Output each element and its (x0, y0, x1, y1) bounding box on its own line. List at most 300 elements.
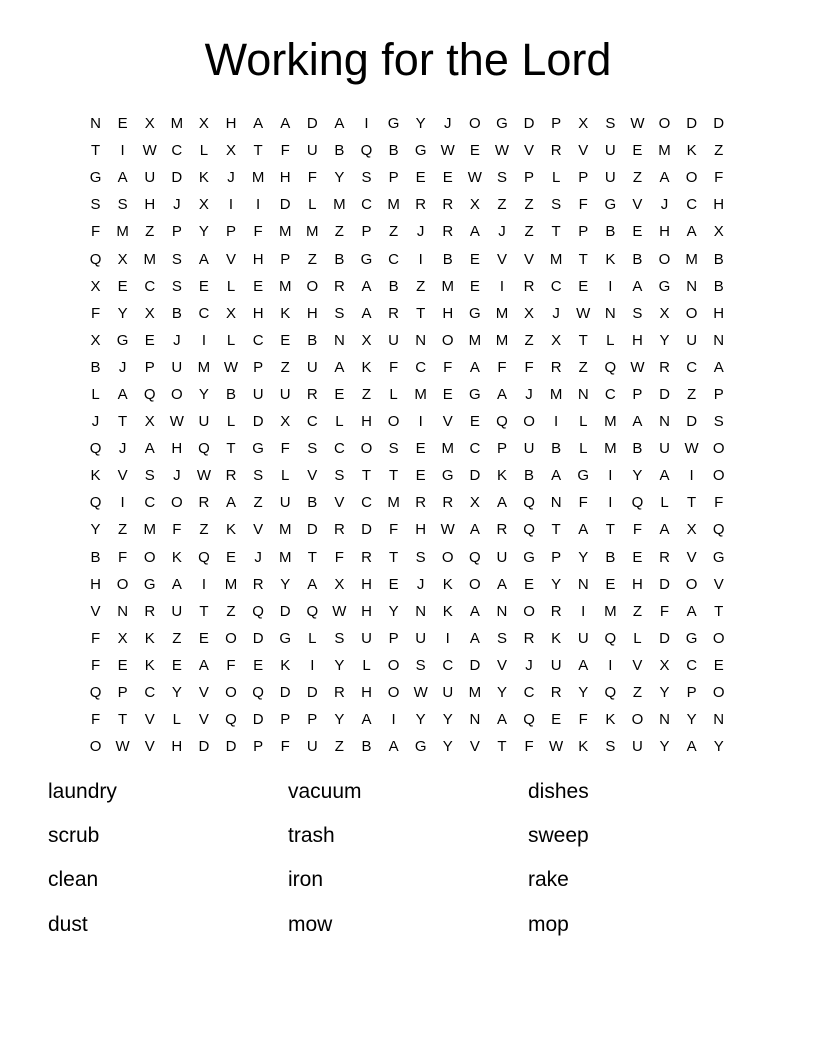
grid-letter: D (252, 629, 264, 647)
grid-letter: A (659, 521, 670, 539)
grid-letter: E (253, 656, 264, 674)
grid-letter: D (252, 711, 264, 729)
grid-letter: F (280, 142, 290, 160)
grid-letter: U (171, 358, 183, 376)
grid-letter: Q (523, 521, 535, 539)
word-list-item: trash (288, 824, 335, 848)
grid-letter: O (523, 413, 535, 431)
grid-letter: P (713, 385, 724, 403)
grid-letter: F (172, 521, 182, 539)
grid-letter: R (659, 548, 670, 566)
grid-letter: G (143, 575, 156, 593)
grid-letter: O (170, 385, 183, 403)
grid-letter: Y (171, 684, 182, 702)
grid-letter: R (144, 602, 156, 620)
grid-letter: I (120, 494, 125, 512)
grid-letter: Z (524, 223, 534, 241)
grid-letter: X (713, 223, 724, 241)
grid-letter: X (144, 115, 155, 133)
grid-letter: S (117, 196, 128, 214)
grid-letter: A (632, 413, 643, 431)
grid-letter: O (712, 629, 725, 647)
grid-letter: A (686, 223, 697, 241)
grid-letter: F (714, 494, 724, 512)
grid-letter: Z (280, 358, 290, 376)
grid-letter: K (144, 656, 155, 674)
grid-letter: S (713, 413, 724, 431)
grid-letter: V (496, 250, 507, 268)
grid-letter: M (549, 250, 563, 268)
grid-letter: J (552, 304, 560, 322)
grid-letter: R (523, 277, 535, 295)
grid-letter: O (441, 331, 454, 349)
grid-letter: B (226, 385, 237, 403)
grid-letter: M (658, 142, 671, 160)
grid-letter: C (686, 358, 698, 376)
grid-letter: F (388, 521, 399, 539)
grid-letter: B (307, 331, 318, 349)
grid-letter: D (252, 413, 264, 431)
grid-letter: J (173, 196, 181, 214)
grid-letter: E (253, 277, 264, 295)
grid-letter: R (198, 494, 210, 512)
grid-letter: A (144, 440, 155, 458)
grid-letter: M (495, 304, 509, 322)
grid-letter: D (279, 602, 291, 620)
grid-letter: Y (659, 684, 670, 702)
grid-letter: F (334, 548, 344, 566)
grid-letter: I (608, 656, 613, 674)
grid-letter: A (117, 385, 128, 403)
grid-letter: E (198, 277, 209, 295)
grid-letter: L (660, 494, 669, 512)
grid-letter: A (307, 575, 318, 593)
grid-letter: R (550, 602, 562, 620)
grid-letter: Z (714, 142, 724, 160)
grid-letter: T (307, 548, 317, 566)
grid-letter: O (712, 440, 725, 458)
grid-letter: X (90, 277, 101, 295)
grid-letter: N (415, 602, 427, 620)
grid-letter: C (361, 494, 372, 512)
grid-letter: J (118, 358, 127, 376)
grid-letter: K (442, 575, 453, 593)
grid-letter: W (576, 304, 591, 322)
grid-letter: I (120, 142, 125, 160)
grid-letter: Q (469, 548, 481, 566)
grid-letter: R (361, 548, 372, 566)
grid-letter: F (90, 711, 101, 729)
grid-letter: L (226, 413, 236, 431)
grid-letter: T (578, 331, 588, 349)
grid-letter: S (551, 196, 562, 214)
grid-letter: I (608, 277, 613, 295)
grid-letter: N (713, 331, 725, 349)
grid-letter: P (226, 223, 237, 241)
grid-letter: B (605, 548, 616, 566)
grid-letter: M (116, 223, 129, 241)
grid-letter: A (361, 304, 372, 322)
grid-letter: G (279, 629, 292, 647)
grid-letter: A (551, 467, 562, 485)
word-list-item: scrub (48, 824, 100, 848)
grid-letter: R (523, 629, 535, 647)
grid-letter: F (280, 738, 290, 756)
grid-letter: V (226, 250, 237, 268)
grid-letter: S (388, 440, 399, 458)
grid-letter: A (361, 711, 372, 729)
grid-letter: H (361, 684, 372, 702)
grid-letter: M (387, 494, 400, 512)
grid-letter: X (659, 304, 670, 322)
grid-letter: Y (713, 738, 724, 756)
grid-letter: Q (198, 440, 210, 458)
grid-letter: D (306, 684, 318, 702)
grid-letter: K (226, 521, 237, 539)
grid-letter: N (496, 602, 508, 620)
grid-letter: E (198, 629, 209, 647)
grid-letter: Q (360, 142, 373, 160)
grid-letter: N (333, 331, 345, 349)
grid-letter: K (144, 629, 155, 647)
grid-letter: W (684, 440, 699, 458)
grid-letter: L (199, 142, 209, 160)
grid-letter: K (90, 467, 101, 485)
grid-letter: F (714, 169, 724, 187)
grid-letter: Y (198, 385, 209, 403)
grid-letter: C (686, 196, 698, 214)
grid-letter: N (469, 711, 481, 729)
grid-letter: J (118, 440, 127, 458)
grid-letter: V (442, 413, 453, 431)
grid-letter: U (306, 358, 318, 376)
grid-letter: O (225, 684, 237, 702)
grid-letter: S (253, 467, 264, 485)
grid-letter: X (469, 196, 480, 214)
grid-letter: Y (415, 115, 426, 133)
grid-letter: T (118, 413, 128, 431)
grid-letter: D (686, 115, 698, 133)
grid-letter: T (551, 521, 561, 539)
grid-letter: E (713, 656, 724, 674)
grid-letter: H (252, 304, 264, 322)
grid-letter: I (581, 602, 586, 620)
grid-letter: Y (388, 602, 399, 620)
grid-letter: A (198, 250, 209, 268)
grid-letter: A (659, 169, 670, 187)
grid-letter: X (334, 575, 345, 593)
grid-letter: R (659, 358, 670, 376)
grid-letter: Z (361, 385, 372, 403)
grid-letter: E (605, 575, 616, 593)
grid-letter: Z (253, 494, 263, 512)
grid-letter: N (90, 115, 101, 133)
grid-letter: K (198, 169, 209, 187)
grid-letter: M (387, 196, 400, 214)
grid-letter: F (388, 358, 399, 376)
grid-letter: E (469, 277, 480, 295)
grid-letter: E (632, 142, 643, 160)
grid-letter: M (604, 440, 617, 458)
grid-letter: H (632, 331, 643, 349)
grid-letter: L (633, 629, 642, 647)
grid-letter: C (252, 331, 264, 349)
grid-letter: T (388, 548, 399, 566)
grid-letter: H (713, 196, 725, 214)
grid-letter: N (659, 413, 670, 431)
grid-letter: C (415, 358, 427, 376)
grid-letter: S (171, 250, 182, 268)
grid-letter: M (224, 575, 238, 593)
grid-letter: X (469, 494, 480, 512)
grid-letter: G (89, 169, 102, 187)
grid-letter: F (443, 358, 453, 376)
word-list-item: dust (48, 912, 88, 936)
grid-letter: E (442, 169, 453, 187)
grid-letter: T (226, 440, 236, 458)
grid-letter: W (440, 521, 455, 539)
grid-letter: B (307, 494, 318, 512)
grid-letter: B (171, 304, 182, 322)
grid-letter: U (415, 629, 427, 647)
grid-letter: B (524, 467, 535, 485)
grid-letter: M (685, 250, 698, 268)
grid-letter: J (416, 223, 425, 241)
grid-letter: E (551, 711, 562, 729)
grid-letter: T (118, 711, 128, 729)
grid-letter: O (631, 711, 644, 729)
grid-letter: O (469, 115, 481, 133)
grid-letter: P (307, 711, 318, 729)
grid-letter: S (605, 115, 616, 133)
grid-letter: J (173, 467, 181, 485)
grid-letter: P (280, 711, 291, 729)
grid-letter: Q (604, 358, 617, 376)
grid-letter: T (551, 223, 561, 241)
grid-letter: Q (89, 440, 102, 458)
grid-letter: H (90, 575, 101, 593)
grid-letter: E (117, 656, 128, 674)
grid-letter: F (118, 548, 128, 566)
grid-letter: S (144, 467, 155, 485)
grid-letter: Q (252, 684, 264, 702)
grid-letter: G (387, 115, 400, 133)
grid-letter: M (468, 331, 482, 349)
grid-letter: Y (117, 304, 128, 322)
grid-letter: D (686, 413, 698, 431)
grid-letter: A (280, 115, 291, 133)
grid-letter: N (550, 494, 562, 512)
grid-letter: D (198, 738, 210, 756)
grid-letter: S (632, 304, 643, 322)
grid-letter: E (117, 277, 128, 295)
grid-letter: Z (145, 223, 155, 241)
grid-letter: Q (89, 250, 102, 268)
grid-letter: A (496, 711, 507, 729)
grid-letter: V (469, 738, 480, 756)
word-list-item: sweep (528, 824, 589, 848)
grid-letter: Y (632, 467, 643, 485)
grid-letter: V (524, 142, 535, 160)
grid-letter: D (659, 629, 670, 647)
grid-letter: P (686, 684, 697, 702)
grid-letter: G (360, 250, 373, 268)
grid-letter: V (496, 656, 507, 674)
grid-letter: Z (199, 521, 209, 539)
grid-letter: D (659, 385, 670, 403)
grid-letter: B (605, 223, 616, 241)
grid-letter: W (142, 142, 157, 160)
grid-letter: W (332, 602, 347, 620)
grid-letter: Y (578, 548, 589, 566)
grid-letter: U (604, 169, 616, 187)
word-list-item: rake (528, 868, 569, 892)
grid-letter: U (252, 385, 264, 403)
grid-letter: M (604, 602, 617, 620)
grid-letter: X (578, 115, 589, 133)
grid-letter: H (632, 575, 643, 593)
grid-letter: D (225, 738, 237, 756)
grid-letter: I (364, 115, 369, 133)
grid-letter: K (361, 358, 372, 376)
grid-letter: Y (578, 684, 589, 702)
grid-letter: Q (306, 602, 319, 620)
grid-letter: R (415, 196, 427, 214)
grid-letter: S (334, 467, 345, 485)
grid-letter: S (496, 169, 507, 187)
grid-letter: E (171, 656, 182, 674)
grid-letter: L (308, 629, 317, 647)
grid-letter: R (496, 521, 508, 539)
grid-letter: Z (632, 684, 642, 702)
grid-letter: T (416, 304, 426, 322)
grid-letter: F (280, 440, 290, 458)
grid-letter: P (117, 684, 128, 702)
grid-letter: G (414, 738, 427, 756)
grid-letter: H (415, 521, 427, 539)
grid-letter: A (117, 169, 128, 187)
grid-letter: H (361, 575, 372, 593)
grid-letter: M (251, 169, 265, 187)
grid-letter: H (442, 304, 454, 322)
grid-letter: N (415, 331, 427, 349)
grid-letter: R (442, 196, 454, 214)
grid-letter: V (334, 494, 345, 512)
grid-letter: P (280, 250, 291, 268)
grid-letter: V (198, 684, 209, 702)
grid-letter: U (279, 385, 291, 403)
grid-letter: X (144, 413, 155, 431)
grid-letter: M (495, 331, 509, 349)
grid-letter: T (253, 142, 263, 160)
grid-letter: J (227, 169, 235, 187)
grid-letter: F (226, 656, 236, 674)
grid-letter: E (388, 575, 399, 593)
grid-letter: R (225, 467, 237, 485)
grid-letter: E (469, 413, 480, 431)
grid-letter: J (498, 223, 506, 241)
grid-letter: G (252, 440, 264, 458)
grid-letter: M (278, 548, 292, 566)
grid-letter: B (632, 250, 643, 268)
grid-letter: E (469, 250, 480, 268)
grid-letter: E (632, 223, 643, 241)
grid-letter: V (307, 467, 318, 485)
grid-letter: S (334, 304, 345, 322)
grid-letter: P (253, 738, 264, 756)
grid-letter: X (361, 331, 372, 349)
grid-letter: E (117, 115, 128, 133)
grid-letter: Z (388, 223, 399, 241)
grid-letter: G (441, 467, 454, 485)
grid-letter: O (469, 575, 481, 593)
grid-letter: D (659, 575, 670, 593)
grid-letter: X (198, 115, 209, 133)
grid-letter: B (713, 250, 724, 268)
grid-letter: P (388, 629, 399, 647)
grid-letter: U (306, 142, 318, 160)
grid-letter: T (605, 521, 615, 539)
grid-letter: C (469, 440, 481, 458)
grid-letter: F (578, 494, 588, 512)
grid-letter: B (334, 142, 345, 160)
grid-letter: G (469, 385, 481, 403)
grid-letter: H (659, 223, 670, 241)
grid-letter: O (658, 115, 671, 133)
grid-letter: P (551, 548, 562, 566)
grid-letter: Q (712, 521, 725, 539)
grid-letter: X (117, 250, 128, 268)
grid-letter: P (171, 223, 182, 241)
grid-letter: A (469, 629, 480, 647)
grid-letter: U (686, 331, 698, 349)
grid-letter: L (579, 413, 588, 431)
grid-letter: K (280, 304, 291, 322)
grid-letter: Q (198, 548, 210, 566)
grid-letter: R (333, 684, 345, 702)
grid-letter: O (306, 277, 319, 295)
grid-letter: W (115, 738, 130, 756)
grid-letter: D (171, 169, 183, 187)
grid-letter: Z (524, 196, 534, 214)
grid-letter: V (90, 602, 101, 620)
grid-letter: F (90, 656, 101, 674)
grid-letter: I (445, 629, 450, 647)
grid-letter: C (171, 142, 183, 160)
grid-letter: S (496, 629, 507, 647)
grid-letter: H (225, 115, 237, 133)
grid-letter: A (469, 602, 480, 620)
grid-letter: W (169, 413, 184, 431)
grid-letter: E (469, 142, 480, 160)
grid-letter: B (632, 440, 643, 458)
grid-letter: E (524, 575, 535, 593)
grid-letter: Y (198, 223, 209, 241)
grid-letter: Z (334, 223, 344, 241)
grid-letter: M (278, 521, 292, 539)
grid-letter: W (630, 115, 645, 133)
grid-letter: H (252, 250, 264, 268)
grid-letter: Y (686, 711, 697, 729)
grid-letter: S (415, 656, 426, 674)
grid-letter: U (496, 548, 508, 566)
grid-letter: M (333, 196, 346, 214)
grid-letter: Y (442, 738, 453, 756)
grid-letter: C (144, 684, 156, 702)
grid-letter: M (197, 358, 211, 376)
grid-letter: O (712, 467, 725, 485)
grid-letter: I (418, 413, 423, 431)
